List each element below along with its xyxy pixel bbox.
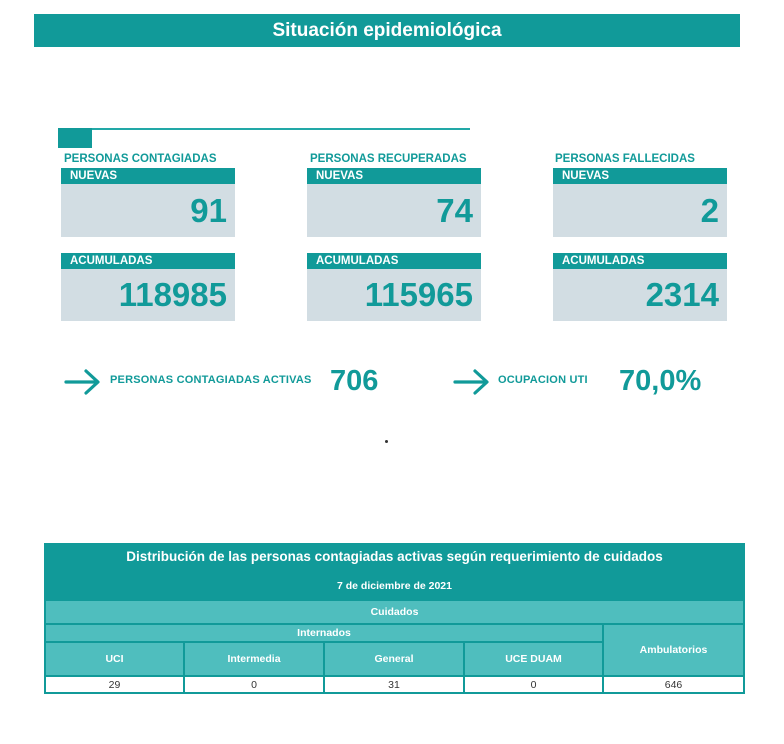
- acc-label-contagiadas: ACUMULADAS: [61, 253, 235, 269]
- uti-value: 70,0%: [619, 365, 702, 397]
- header-cuidados: Cuidados: [46, 601, 743, 623]
- acc-value-contagiadas: 118985: [61, 269, 235, 321]
- divider-line: [58, 128, 470, 130]
- acc-value-fallecidas: 2314: [553, 269, 727, 321]
- group-contagiadas: [61, 153, 235, 321]
- page-title: Situación epidemiológica: [34, 14, 740, 47]
- group-title-recuperadas: PERSONAS RECUPERADAS: [310, 153, 467, 165]
- new-label-contagiadas: NUEVAS: [61, 168, 235, 184]
- acc-label-recuperadas: ACUMULADAS: [307, 253, 481, 269]
- column-header-uce-duam: UCE DUAM: [465, 643, 602, 675]
- new-label-recuperadas: NUEVAS: [307, 168, 481, 184]
- column-header-intermedia: Intermedia: [185, 643, 323, 675]
- header-internados: Internados: [46, 625, 602, 641]
- group-fallecidas: [553, 153, 727, 321]
- cell-uce-duam: 0: [465, 677, 602, 692]
- care-distribution-table: [44, 543, 745, 694]
- acc-value-recuperadas: 115965: [307, 269, 481, 321]
- group-recuperadas: [307, 153, 481, 321]
- new-value-recuperadas: 74: [307, 184, 481, 237]
- uti-label: OCUPACION UTI: [498, 374, 588, 386]
- group-title-contagiadas: PERSONAS CONTAGIADAS: [64, 153, 217, 165]
- arrow-right-icon: [453, 367, 493, 397]
- cell-uci: 29: [46, 677, 183, 692]
- cell-general: 31: [325, 677, 463, 692]
- header-ambulatorios: Ambulatorios: [604, 625, 743, 675]
- column-header-uci: UCI: [46, 643, 183, 675]
- group-title-fallecidas: PERSONAS FALLECIDAS: [555, 153, 695, 165]
- divider-tab: [58, 128, 92, 148]
- active-cases-label: PERSONAS CONTAGIADAS ACTIVAS: [110, 374, 312, 386]
- new-value-contagiadas: 91: [61, 184, 235, 237]
- table-date: 7 de diciembre de 2021: [337, 580, 452, 592]
- column-header-general: General: [325, 643, 463, 675]
- active-cases-value: 706: [330, 365, 379, 397]
- arrow-right-icon: [64, 367, 104, 397]
- table-title: Distribución de las personas contagiadas activas según requerimiento de cuidados: [126, 549, 663, 564]
- new-value-fallecidas: 2: [553, 184, 727, 237]
- cell-ambulatorios: 646: [604, 677, 743, 692]
- acc-label-fallecidas: ACUMULADAS: [553, 253, 727, 269]
- cell-intermedia: 0: [185, 677, 323, 692]
- new-label-fallecidas: NUEVAS: [553, 168, 727, 184]
- stray-dot: [385, 440, 388, 443]
